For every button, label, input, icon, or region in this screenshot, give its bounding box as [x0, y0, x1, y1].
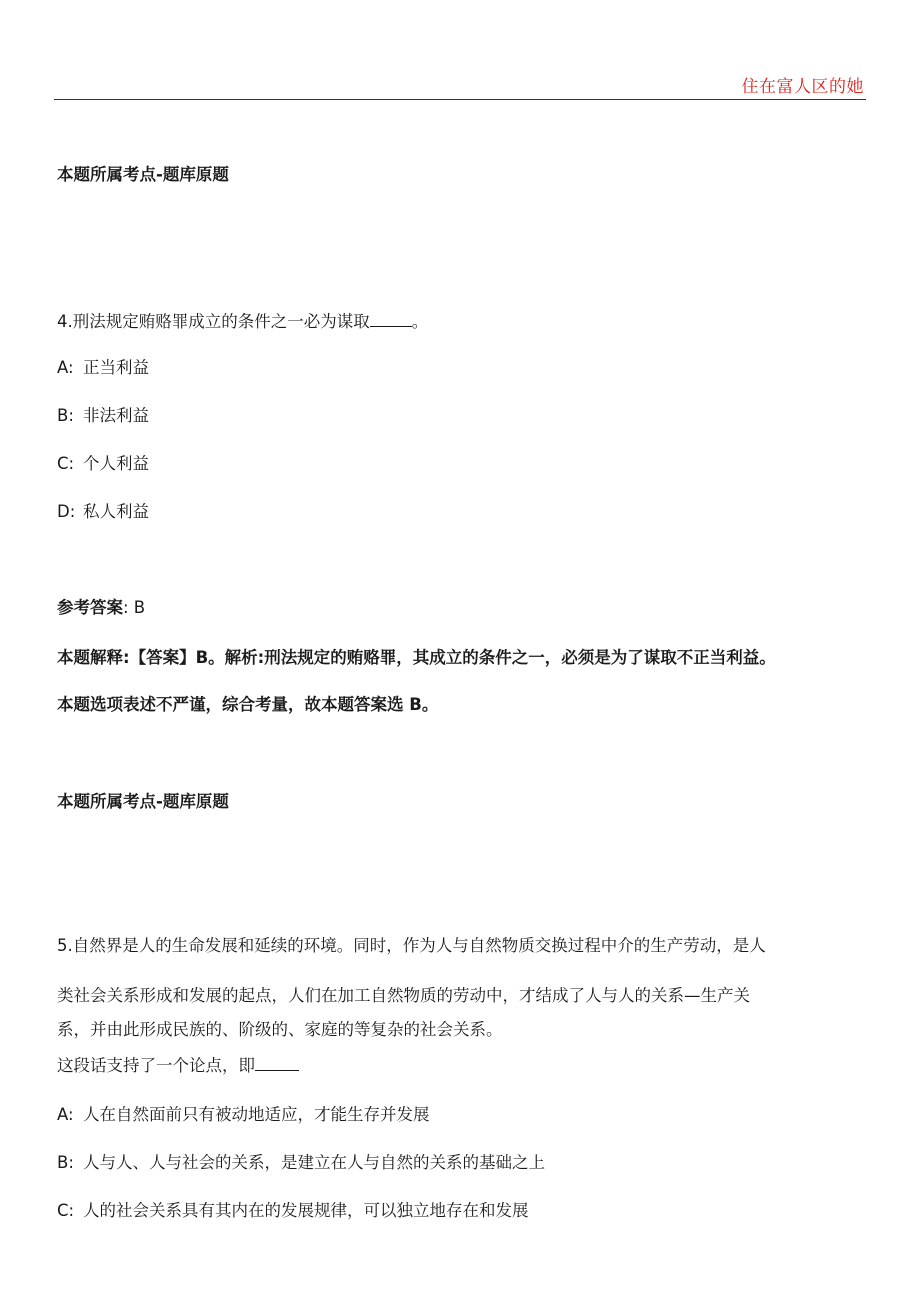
q5-stem-line4 — [57, 1054, 299, 1077]
answer-value: : B — [123, 598, 146, 617]
q5-option-b — [57, 1152, 545, 1174]
option-text: 人与人、人与社会的关系，是建立在人与自然的关系的基础之上 — [83, 1153, 545, 1172]
option-text: 私人利益 — [83, 502, 149, 521]
q4-option-d — [57, 501, 149, 523]
q4-stem — [57, 310, 428, 333]
q3-knowledge-point: 本题所属考点-题库原题 — [57, 165, 229, 184]
q4-explanation-line1 — [57, 647, 776, 669]
option-letter: C: — [57, 454, 75, 473]
page-header-title: 住在富人区的她 — [741, 77, 864, 97]
option-letter: B: — [57, 406, 74, 425]
option-letter: A: — [57, 358, 74, 377]
option-text: 非法利益 — [83, 406, 149, 425]
q4-option-a — [57, 357, 149, 379]
option-letter: C: — [57, 1201, 75, 1220]
explanation-text: :【答案】B。解析:刑法规定的贿赂罪，其成立的条件之一，必须是为了谋取不正当利益。 — [123, 648, 776, 667]
q4-option-b — [57, 405, 149, 427]
q4-answer-blank — [370, 310, 412, 327]
q4-explanation-line2: 本题选项表述不严谨，综合考量，故本题答案选 B。 — [57, 695, 439, 714]
q5-stem-line2: 类社会关系形成和发展的起点，人们在加工自然物质的劳动中，才结成了人与人的关系—生产关 — [57, 986, 750, 1005]
option-text: 人的社会关系具有其内在的发展规律，可以独立地存在和发展 — [83, 1201, 529, 1220]
option-text: 人在自然面前只有被动地适应，才能生存并发展 — [83, 1105, 430, 1124]
option-letter: D: — [57, 502, 76, 521]
q5-stem-prompt: 这段话支持了一个论点，即 — [57, 1056, 255, 1075]
q5-option-c — [57, 1200, 529, 1222]
q5-stem-line1: 5.自然界是人的生命发展和延续的环境。同时，作为人与自然物质交换过程中介的生产劳动，是人 — [57, 936, 766, 955]
q5-option-a — [57, 1104, 430, 1126]
header-divider — [54, 99, 866, 100]
q4-reference-answer — [57, 597, 145, 619]
q5-stem-line3: 系，并由此形成民族的、阶级的、家庭的等复杂的社会关系。 — [57, 1020, 503, 1039]
option-letter: A: — [57, 1105, 74, 1124]
option-text: 正当利益 — [83, 358, 149, 377]
q4-option-c — [57, 453, 149, 475]
q4-stem-end: 。 — [411, 312, 429, 331]
q5-answer-blank — [255, 1054, 299, 1071]
option-letter: B: — [57, 1153, 74, 1172]
q4-stem-text: 4.刑法规定贿赂罪成立的条件之一必为谋取 — [57, 312, 370, 331]
option-text: 个人利益 — [83, 454, 149, 473]
answer-label: 参考答案 — [57, 598, 123, 617]
explanation-label: 本题解释 — [57, 648, 123, 667]
q4-knowledge-point: 本题所属考点-题库原题 — [57, 792, 229, 811]
